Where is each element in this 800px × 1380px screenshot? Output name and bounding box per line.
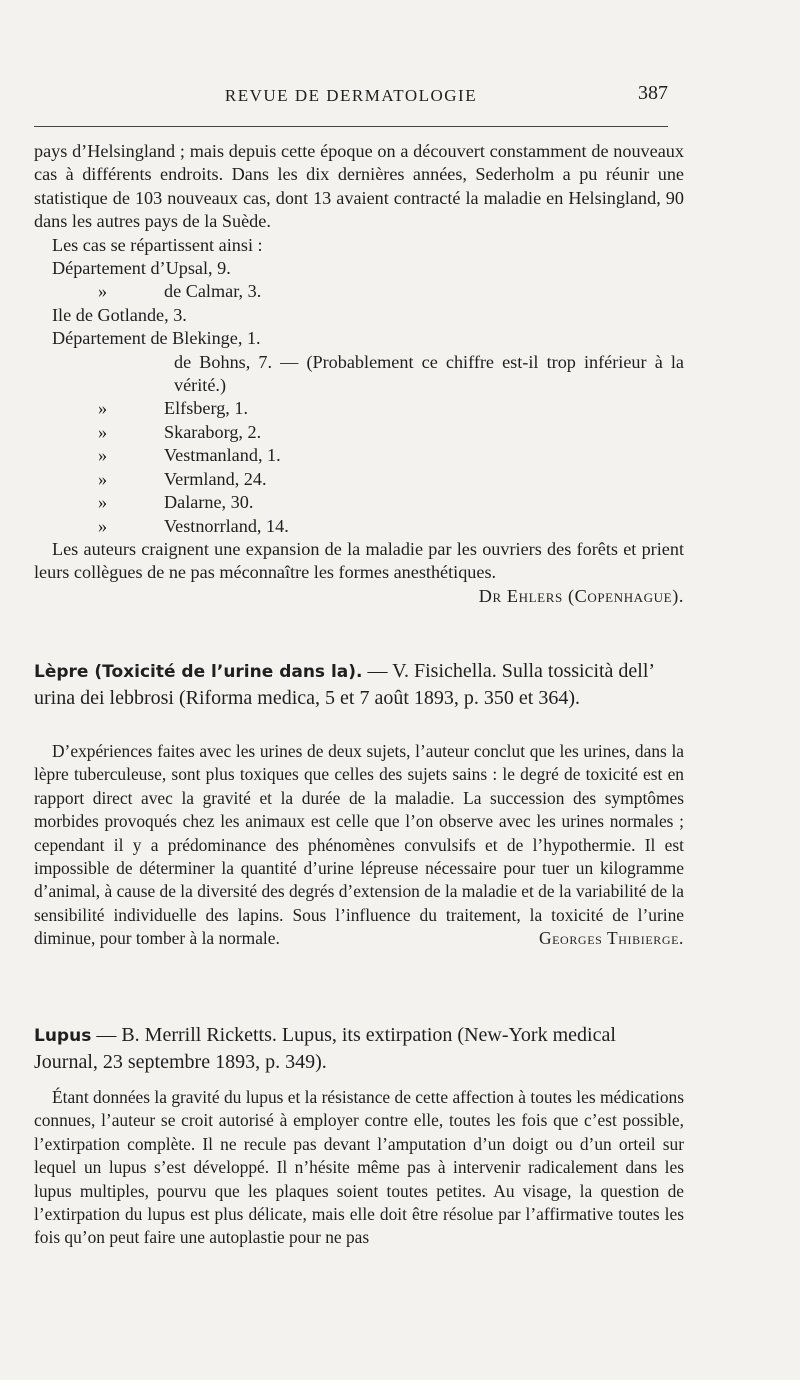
list-item: » de Calmar, 3. xyxy=(98,281,262,302)
section-lupus-body xyxy=(34,1086,684,1250)
signature-ehlers: Dr Ehlers (Copenhague). xyxy=(478,585,684,606)
list-item: Département de Blekinge, 1. xyxy=(52,328,261,349)
list-item: » Dalarne, 30. xyxy=(98,492,254,513)
page-number: 387 xyxy=(638,82,668,104)
signature-thibierge: Georges Thibierge. xyxy=(538,928,684,949)
section-lepre-body xyxy=(34,740,684,951)
list-item: » Skaraborg, 2. xyxy=(98,421,262,442)
heading-topic: Lupus xyxy=(34,1026,92,1046)
list-item: » Vestnorrland, 14. xyxy=(98,515,289,536)
paragraph-statistics: pays d’Helsingland ; mais depuis cette époque on a découvert constamment de nouveaux cas à différents endroits. Dans les dix dernières années, Sederholm a pu réunir une statistique de 103 nouveaux cas, dont 13 avaient contracté la maladie en Helsingland, 90 dans les autres pays de la Suède. xyxy=(34,141,684,232)
paragraph-urine-toxicity: D’expériences faites avec les urines de deux sujets, l’auteur conclut que les urines, dans la lèpre tuberculeuse, sont plus toxiques que celles des sujets sains : le degré de toxicité est en rapport direct avec la gravité et la durée de la maladie. La succession des symptômes morbides provoqués chez les animaux est celle que l’on observe avec les urines normales ; cependant il y a prédominance des phénomènes convulsifs et de l’hypothermie. Il est impossible de déterminer la quantité d’urine lépreuse nécessaire pour tuer un kilogramme d’animal, à cause de la diversité des degrés d’extension de la maladie et de la variabilité de la sensibilité individuelle des lapins. Sous l’influence du traitement, la toxicité de l’urine diminue, pour tomber à la normale. Georges Thibierge. xyxy=(34,740,684,951)
paragraph-lupus-extirpation: Étant données la gravité du lupus et la résistance de cette affection à toutes les médications connues, l’auteur se croit autorisé à employer contre elle, toutes les fois que c’est possible, l’extirpation complète. Il ne recule pas devant l’amputation d’un doigt ou d’un orteil sur lequel un lupus s’est développé. Il n’hésite même pas à intervenir radicalement dans les lupus multiples, pourvu que les plaques soient toutes petites. Au visage, la question de l’extirpation du lupus est plus délicate, mais elle doit être résolue par l’affirmative toutes les fois qu’on peut faire une autoplastie pour ne pas xyxy=(34,1087,684,1248)
distribution-list xyxy=(34,257,684,538)
section-heading-lupus xyxy=(34,1022,684,1075)
heading-citation: — B. Merrill Ricketts. Lupus, its extirpation (New-York medical Journal, 23 septembre 1893, p. 349). xyxy=(34,1024,616,1073)
section-helsingland xyxy=(34,140,684,608)
paragraph-distribution-intro: Les cas se répartissent ainsi : xyxy=(52,234,263,255)
list-item: » Vermland, 24. xyxy=(98,468,267,489)
running-header xyxy=(34,82,668,112)
header-rule xyxy=(34,126,668,127)
list-item: » Elfsberg, 1. xyxy=(98,398,249,419)
section-heading-lepre xyxy=(34,658,684,711)
paragraph-conclusion: Les auteurs craignent une expansion de la maladie par les ouvriers des forêts et prient leurs collègues de ne pas méconnaître les formes anesthétiques. Dr Ehlers (Copenhague). xyxy=(34,538,684,585)
list-item: » Vestmanland, 1. xyxy=(98,445,281,466)
running-title: REVUE DE DERMATOLOGIE xyxy=(224,86,478,105)
heading-citation: — V. Fisichella. Sulla tossicità dell’ urina dei lebbrosi (Riforma medica, 5 et 7 août 1893, p. 350 et 364). xyxy=(34,660,654,709)
heading-topic: Lèpre (Toxicité de l’urine dans la). xyxy=(34,662,363,682)
list-item: de Bohns, 7. — (Probablement ce chiffre est-il trop inférieur à la vérité.) xyxy=(174,351,684,396)
list-item: Département d’Upsal, 9. xyxy=(52,258,231,279)
list-item: Ile de Gotlande, 3. xyxy=(52,304,187,325)
